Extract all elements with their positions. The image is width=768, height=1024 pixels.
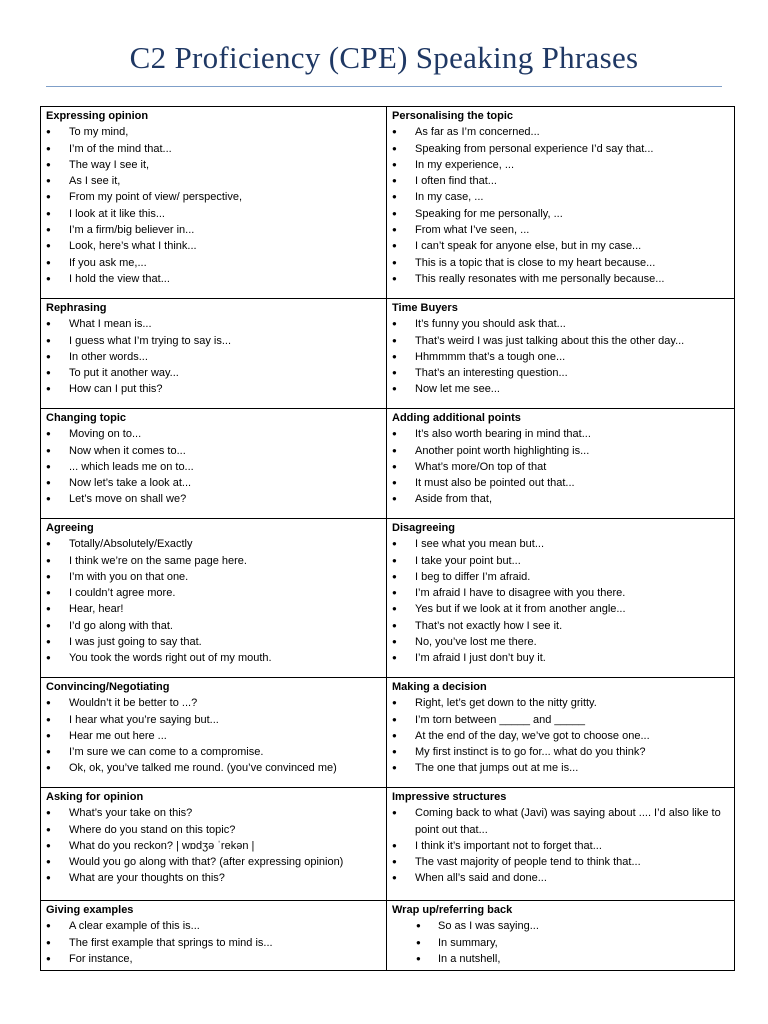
phrase-list (46, 124, 382, 287)
list-item: ● In other words... (46, 349, 382, 365)
section-title: Giving examples (46, 904, 134, 916)
list-item: ● That’s an interesting question... (392, 365, 730, 381)
list-item: ● Ok, ok, you’ve talked me round. (you’ve convinced me) (46, 760, 382, 776)
list-item: ● To my mind, (46, 124, 382, 140)
list-item: ● Right, let’s get down to the nitty gritty. (392, 695, 730, 711)
list-item: ● I’m a firm/big believer in... (46, 222, 382, 238)
list-item: ● Moving on to... (46, 426, 382, 442)
list-item: ● This really resonates with me personally because... (392, 271, 730, 287)
list-item: ● I couldn’t agree more. (46, 585, 382, 601)
list-item: ● I take your point but... (392, 553, 730, 569)
section-title: Wrap up/referring back (392, 904, 513, 916)
list-item: ● Hhmmmm that’s a tough one... (392, 349, 730, 365)
section-title: Asking for opinion (46, 791, 144, 803)
list-item: ● I’m torn between _____ and _____ (392, 712, 730, 728)
table-row (41, 678, 735, 788)
section-cell-wrap-up-referring-back (387, 901, 735, 971)
list-item: ● From my point of view/ perspective, (46, 189, 382, 205)
list-item: ● It must also be pointed out that... (392, 475, 730, 491)
table-row (41, 299, 735, 409)
list-item: ● This is a topic that is close to my heart because... (392, 255, 730, 271)
list-item: ● I was just going to say that. (46, 634, 382, 650)
list-item: ● What I mean is... (46, 316, 382, 332)
list-item: ● What’s your take on this? (46, 805, 382, 821)
list-item: ● Aside from that, (392, 491, 730, 507)
section-title: Time Buyers (392, 302, 458, 314)
phrase-list (46, 695, 382, 776)
section-cell-changing-topic (41, 409, 387, 519)
list-item: ● As far as I’m concerned... (392, 124, 730, 140)
phrase-list (392, 805, 730, 886)
phrase-list (46, 426, 382, 507)
section-title: Agreeing (46, 522, 94, 534)
list-item: ● A clear example of this is... (46, 918, 382, 934)
phrase-list (392, 316, 730, 397)
list-item: ● It’s also worth bearing in mind that... (392, 426, 730, 442)
list-item: ● Speaking from personal experience I’d say that... (392, 141, 730, 157)
list-item: ● The way I see it, (46, 157, 382, 173)
list-item: ● I’m afraid I just don’t buy it. (392, 650, 730, 666)
list-item: ● Yes but if we look at it from another angle... (392, 601, 730, 617)
list-item: ● Speaking for me personally, ... (392, 206, 730, 222)
section-title: Convincing/Negotiating (46, 681, 170, 693)
phrase-list (392, 124, 730, 287)
list-item: ● I think we’re on the same page here. (46, 553, 382, 569)
section-cell-asking-for-opinion (41, 788, 387, 901)
phrase-list (46, 918, 382, 967)
list-item: ● The one that jumps out at me is... (392, 760, 730, 776)
list-item: ● My first instinct is to go for... what do you think? (392, 744, 730, 760)
list-item: ● What do you reckon? | wɒdʒə ˈrekən | (46, 838, 382, 854)
phrase-list (46, 805, 382, 886)
list-item: ● So as I was saying... (392, 918, 730, 934)
list-item: ● It’s funny you should ask that... (392, 316, 730, 332)
table-row (41, 901, 735, 971)
list-item: ● That’s weird I was just talking about this the other day... (392, 333, 730, 349)
section-cell-impressive-structures (387, 788, 735, 901)
list-item: ● No, you’ve lost me there. (392, 634, 730, 650)
list-item: ● What are your thoughts on this? (46, 870, 382, 886)
section-title: Adding additional points (392, 412, 521, 424)
list-item: ● The vast majority of people tend to think that... (392, 854, 730, 870)
list-item: ● That’s not exactly how I see it. (392, 618, 730, 634)
phrase-list (46, 316, 382, 397)
list-item: ● When all’s said and done... (392, 870, 730, 886)
section-cell-making-a-decision (387, 678, 735, 788)
list-item: ● You took the words right out of my mouth. (46, 650, 382, 666)
list-item: ● In a nutshell, (392, 951, 730, 967)
section-title: Making a decision (392, 681, 487, 693)
section-cell-time-buyers (387, 299, 735, 409)
list-item: ● In my experience, ... (392, 157, 730, 173)
section-title: Changing topic (46, 412, 127, 424)
phrase-list (46, 536, 382, 666)
list-item: ● The first example that springs to mind is... (46, 935, 382, 951)
list-item: ● I can’t speak for anyone else, but in my case... (392, 238, 730, 254)
list-item: ● Hear, hear! (46, 601, 382, 617)
list-item: ● Where do you stand on this topic? (46, 822, 382, 838)
section-cell-adding-additional-points (387, 409, 735, 519)
list-item: ● Now let’s take a look at... (46, 475, 382, 491)
list-item: ● Totally/Absolutely/Exactly (46, 536, 382, 552)
phrase-list (392, 918, 730, 967)
list-item: ● In summary, (392, 935, 730, 951)
list-item: ● Wouldn’t it be better to ...? (46, 695, 382, 711)
list-item: ● Coming back to what (Javi) was saying about .... I’d also like to point out that... (392, 805, 730, 838)
list-item: ● Now when it comes to... (46, 443, 382, 459)
list-item: ● To put it another way... (46, 365, 382, 381)
list-item: ● I’m afraid I have to disagree with you there. (392, 585, 730, 601)
phrases-table (40, 106, 735, 971)
list-item: ● Now let me see... (392, 381, 730, 397)
list-item: ● Hear me out here ... (46, 728, 382, 744)
section-cell-giving-examples (41, 901, 387, 971)
list-item: ● I beg to differ I’m afraid. (392, 569, 730, 585)
list-item: ● If you ask me,... (46, 255, 382, 271)
list-item: ● For instance, (46, 951, 382, 967)
list-item: ● I’m of the mind that... (46, 141, 382, 157)
list-item: ● I guess what I’m trying to say is... (46, 333, 382, 349)
list-item: ● I’m with you on that one. (46, 569, 382, 585)
section-title: Disagreeing (392, 522, 455, 534)
table-row (41, 519, 735, 678)
list-item: ● What’s more/On top of that (392, 459, 730, 475)
section-title: Personalising the topic (392, 110, 514, 122)
title-divider (46, 86, 722, 87)
phrase-list (392, 426, 730, 507)
list-item: ● Another point worth highlighting is... (392, 443, 730, 459)
table-row (41, 788, 735, 901)
page-title: C2 Proficiency (CPE) Speaking Phrases (129, 40, 639, 75)
list-item: ● As I see it, (46, 173, 382, 189)
list-item: ● In my case, ... (392, 189, 730, 205)
list-item: ● From what I’ve seen, ... (392, 222, 730, 238)
section-title: Impressive structures (392, 791, 507, 803)
section-cell-personalising-the-topic (387, 107, 735, 299)
phrase-list (392, 695, 730, 776)
list-item: ● I look at it like this... (46, 206, 382, 222)
table-row (41, 107, 735, 299)
list-item: ● ... which leads me on to... (46, 459, 382, 475)
table-row (41, 409, 735, 519)
section-cell-agreeing (41, 519, 387, 678)
list-item: ● I think it’s important not to forget that... (392, 838, 730, 854)
list-item: ● I hear what you’re saying but... (46, 712, 382, 728)
list-item: ● I’m sure we can come to a compromise. (46, 744, 382, 760)
list-item: ● I see what you mean but... (392, 536, 730, 552)
section-cell-rephrasing (41, 299, 387, 409)
section-cell-disagreeing (387, 519, 735, 678)
list-item: ● Let’s move on shall we? (46, 491, 382, 507)
list-item: ● Look, here’s what I think... (46, 238, 382, 254)
list-item: ● I hold the view that... (46, 271, 382, 287)
section-cell-convincing-negotiating (41, 678, 387, 788)
list-item: ● I often find that... (392, 173, 730, 189)
phrase-list (392, 536, 730, 666)
list-item: ● Would you go along with that? (after expressing opinion) (46, 854, 382, 870)
section-title: Expressing opinion (46, 110, 149, 122)
list-item: ● I’d go along with that. (46, 618, 382, 634)
section-title: Rephrasing (46, 302, 107, 314)
list-item: ● How can I put this? (46, 381, 382, 397)
list-item: ● At the end of the day, we’ve got to choose one... (392, 728, 730, 744)
section-cell-expressing-opinion (41, 107, 387, 299)
